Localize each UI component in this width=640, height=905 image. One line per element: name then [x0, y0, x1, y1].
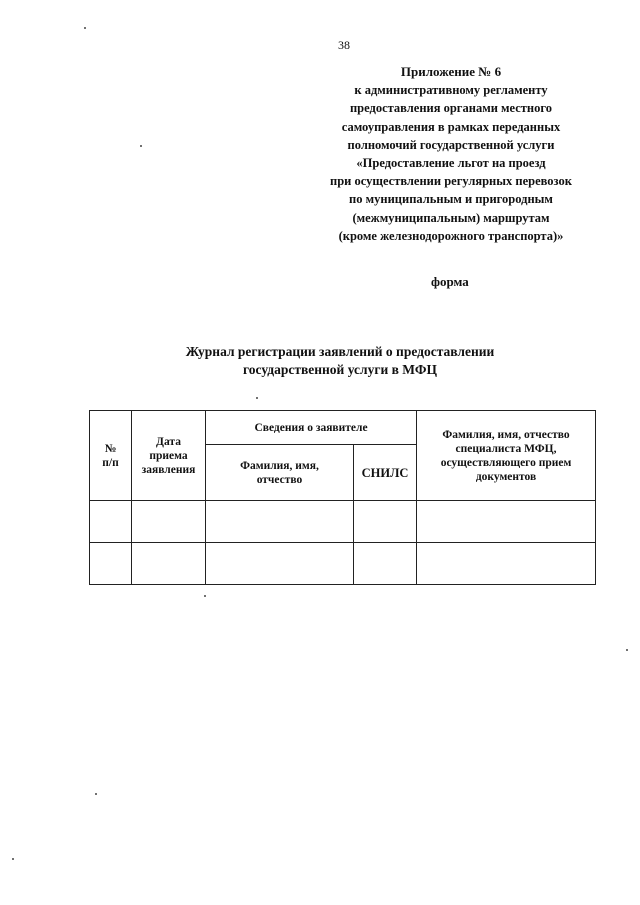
scan-speck	[95, 793, 97, 795]
table-row	[90, 543, 596, 585]
table-cell	[417, 501, 596, 543]
header-specialist: Фамилия, имя, отчество специалиста МФЦ, осуществляющего прием документов	[417, 411, 596, 501]
journal-title-line: государственной услуги в МФЦ	[243, 362, 437, 377]
table-cell	[132, 501, 206, 543]
scan-speck	[256, 397, 258, 399]
table-cell	[354, 501, 417, 543]
journal-title	[140, 343, 540, 379]
table-row	[90, 501, 596, 543]
appendix-line: к административному регламенту	[354, 83, 548, 98]
scan-speck	[140, 145, 142, 147]
table-cell	[90, 501, 132, 543]
table-cell	[206, 501, 354, 543]
appendix-line: самоуправления в рамках переданных	[341, 119, 561, 134]
appendix-line: полномочий государственной услуги	[347, 137, 555, 152]
appendix-line: (межмуниципальным) маршрутам	[352, 210, 550, 225]
appendix-line: предоставления органами местного	[349, 101, 553, 116]
header-applicant-info: Сведения о заявителе	[206, 411, 417, 445]
header-number: № п/п	[90, 411, 132, 501]
appendix-line: «Предоставление льгот на проезд	[356, 156, 546, 171]
scan-speck	[204, 595, 206, 597]
table-cell	[90, 543, 132, 585]
table-cell	[132, 543, 206, 585]
appendix-line: (кроме железнодорожного транспорта)»	[338, 228, 564, 243]
appendix-header	[298, 63, 604, 245]
appendix-title: Приложение № 6	[400, 64, 502, 79]
registration-table	[89, 410, 596, 585]
appendix-line: при осуществлении регулярных перевозок	[330, 174, 572, 189]
scan-speck	[12, 858, 14, 860]
header-date: Дата приема заявления	[132, 411, 206, 501]
header-applicant-name: Фамилия, имя, отчество	[206, 445, 354, 501]
table-cell	[206, 543, 354, 585]
scan-speck	[626, 649, 628, 651]
table-cell	[354, 543, 417, 585]
header-applicant-snils: СНИЛС	[354, 445, 417, 501]
scan-speck	[84, 27, 86, 29]
page-number: 38	[338, 38, 350, 52]
journal-title-line: Журнал регистрации заявлений о предоставлении	[185, 344, 495, 359]
form-label: форма	[431, 274, 469, 289]
table-cell	[417, 543, 596, 585]
appendix-line: по муниципальным и пригородным	[349, 192, 553, 207]
